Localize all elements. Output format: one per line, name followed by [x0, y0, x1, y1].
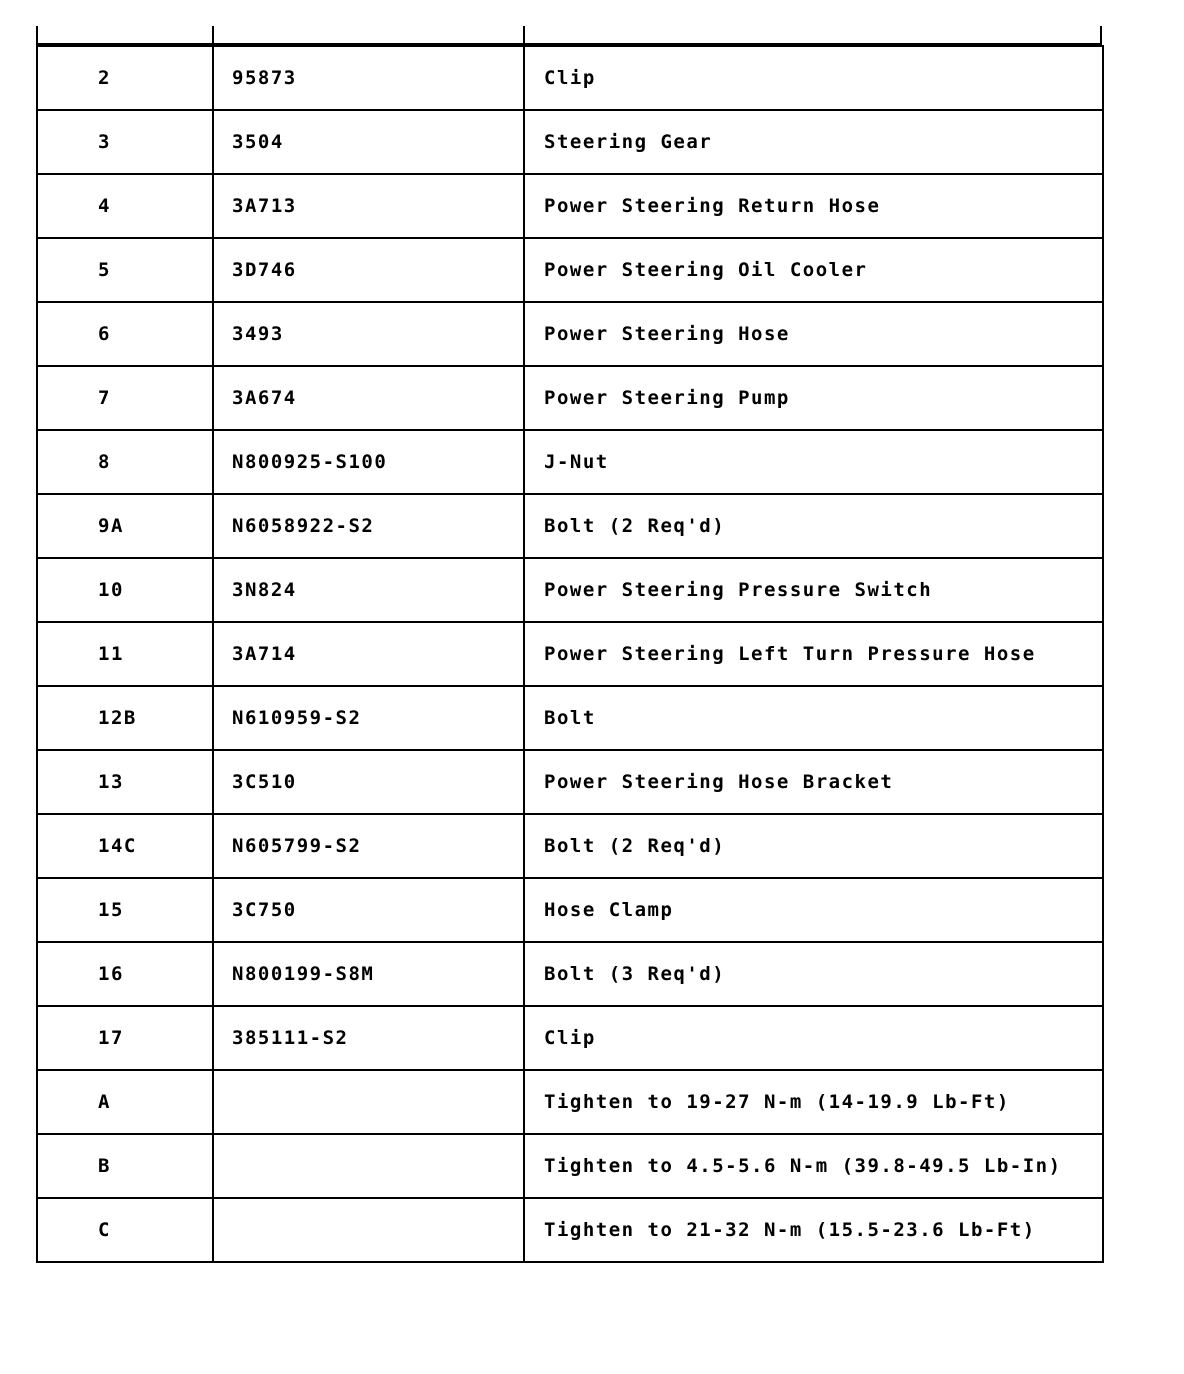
table-row [37, 878, 1103, 942]
part-number-cell: N800199-S8M [213, 942, 524, 1006]
part-number-cell: N800925-S100 [213, 430, 524, 494]
table-row [37, 494, 1103, 558]
part-number-cell: 3493 [213, 302, 524, 366]
column-divider [212, 26, 214, 43]
table-row [37, 1006, 1103, 1070]
item-number-cell: A [37, 1070, 213, 1134]
table-row [37, 366, 1103, 430]
description-cell: Power Steering Pump [524, 366, 1103, 430]
table-row [37, 238, 1103, 302]
description-cell: Power Steering Return Hose [524, 174, 1103, 238]
part-number-cell [213, 1198, 524, 1262]
table-row [37, 814, 1103, 878]
part-number-cell: 3N824 [213, 558, 524, 622]
item-number-cell: 12B [37, 686, 213, 750]
table-row [37, 430, 1103, 494]
table-top-continuation [36, 26, 1102, 45]
table-row [37, 46, 1103, 110]
part-number-cell: 3A714 [213, 622, 524, 686]
item-number-cell: 6 [37, 302, 213, 366]
description-cell: Tighten to 4.5-5.6 N-m (39.8-49.5 Lb-In) [524, 1134, 1103, 1198]
item-number-cell: 11 [37, 622, 213, 686]
parts-table [36, 45, 1104, 1263]
item-number-cell: 7 [37, 366, 213, 430]
part-number-cell: 3A674 [213, 366, 524, 430]
table-row [37, 558, 1103, 622]
item-number-cell: 2 [37, 46, 213, 110]
description-cell: Power Steering Hose Bracket [524, 750, 1103, 814]
description-cell: Clip [524, 46, 1103, 110]
part-number-cell: 385111-S2 [213, 1006, 524, 1070]
item-number-cell: 4 [37, 174, 213, 238]
description-cell: Hose Clamp [524, 878, 1103, 942]
description-cell: Clip [524, 1006, 1103, 1070]
part-number-cell: N610959-S2 [213, 686, 524, 750]
part-number-cell: 3A713 [213, 174, 524, 238]
item-number-cell: C [37, 1198, 213, 1262]
table-row [37, 174, 1103, 238]
description-cell: Bolt (2 Req'd) [524, 814, 1103, 878]
description-cell: Bolt (3 Req'd) [524, 942, 1103, 1006]
description-cell: Power Steering Pressure Switch [524, 558, 1103, 622]
item-number-cell: B [37, 1134, 213, 1198]
table-row [37, 1070, 1103, 1134]
description-cell: Power Steering Left Turn Pressure Hose [524, 622, 1103, 686]
table-row [37, 686, 1103, 750]
table-row [37, 1134, 1103, 1198]
item-number-cell: 10 [37, 558, 213, 622]
item-number-cell: 9A [37, 494, 213, 558]
item-number-cell: 15 [37, 878, 213, 942]
description-cell: J-Nut [524, 430, 1103, 494]
column-divider [523, 26, 525, 43]
description-cell: Power Steering Oil Cooler [524, 238, 1103, 302]
parts-table-container [36, 26, 1102, 1263]
table-row [37, 110, 1103, 174]
part-number-cell: N605799-S2 [213, 814, 524, 878]
part-number-cell: 95873 [213, 46, 524, 110]
item-number-cell: 5 [37, 238, 213, 302]
description-cell: Steering Gear [524, 110, 1103, 174]
item-number-cell: 14C [37, 814, 213, 878]
item-number-cell: 13 [37, 750, 213, 814]
part-number-cell: 3504 [213, 110, 524, 174]
part-number-cell: N6058922-S2 [213, 494, 524, 558]
table-row [37, 302, 1103, 366]
description-cell: Tighten to 19-27 N-m (14-19.9 Lb-Ft) [524, 1070, 1103, 1134]
item-number-cell: 8 [37, 430, 213, 494]
part-number-cell [213, 1070, 524, 1134]
part-number-cell: 3C750 [213, 878, 524, 942]
table-row [37, 1198, 1103, 1262]
description-cell: Bolt (2 Req'd) [524, 494, 1103, 558]
table-row [37, 622, 1103, 686]
part-number-cell [213, 1134, 524, 1198]
part-number-cell: 3C510 [213, 750, 524, 814]
table-row [37, 750, 1103, 814]
description-cell: Bolt [524, 686, 1103, 750]
item-number-cell: 16 [37, 942, 213, 1006]
part-number-cell: 3D746 [213, 238, 524, 302]
description-cell: Power Steering Hose [524, 302, 1103, 366]
table-row [37, 942, 1103, 1006]
item-number-cell: 3 [37, 110, 213, 174]
parts-table-body [37, 46, 1103, 1262]
item-number-cell: 17 [37, 1006, 213, 1070]
description-cell: Tighten to 21-32 N-m (15.5-23.6 Lb-Ft) [524, 1198, 1103, 1262]
